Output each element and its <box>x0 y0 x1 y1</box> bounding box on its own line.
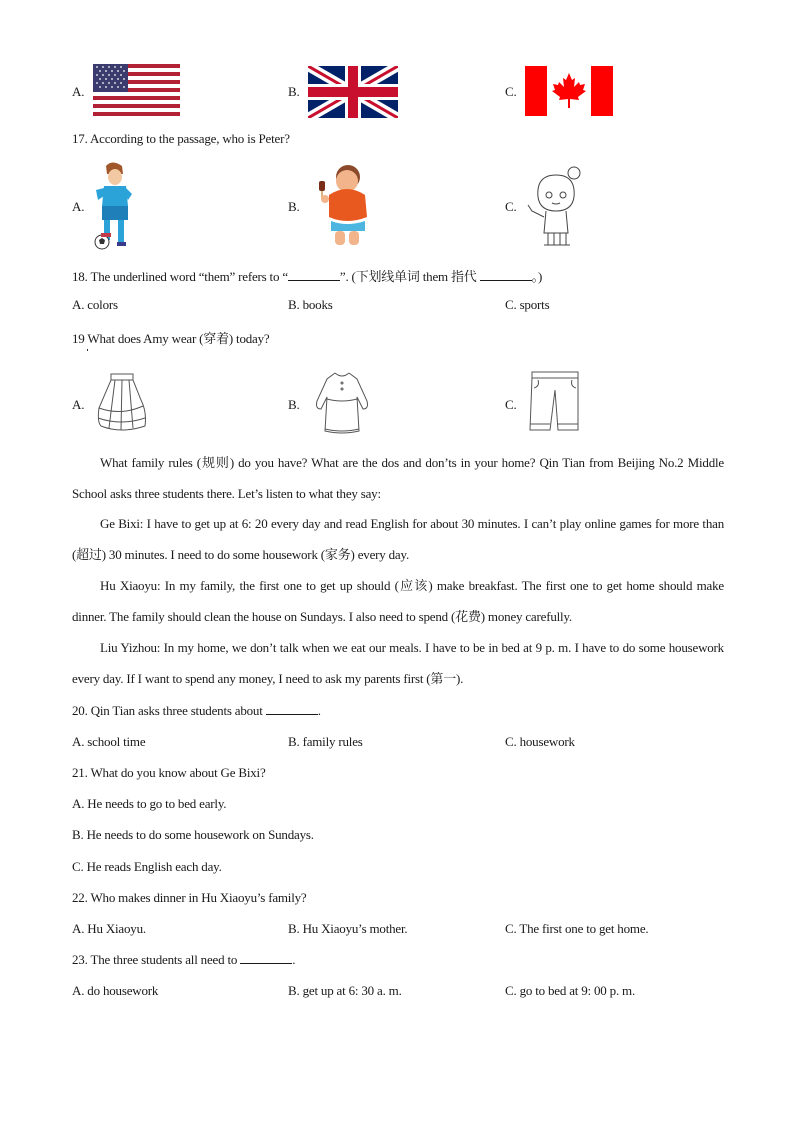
q22-option-b[interactable]: B. Hu Xiaoyu’s mother. <box>288 921 408 936</box>
answer-blank <box>288 270 340 281</box>
option-letter: A. <box>72 199 85 214</box>
question-18-text-start: 18. The underlined word “them” refers to “ <box>72 269 288 284</box>
canada-flag-icon <box>525 66 613 116</box>
skirt-icon <box>95 372 147 434</box>
question-18 <box>72 266 542 285</box>
q23-option-a[interactable]: A. do housework <box>72 983 159 998</box>
q23-option-b[interactable]: B. get up at 6: 30 a. m. <box>288 983 402 998</box>
option-letter: C. <box>505 84 517 99</box>
question-19: 19 What does Amy wear (穿着) today? <box>72 331 270 346</box>
q20-option-b[interactable]: B. family rules <box>288 734 363 749</box>
stray-mark <box>87 349 88 351</box>
question-23-end: . <box>292 952 296 967</box>
option-letter: B. <box>288 84 300 99</box>
q21-option-c[interactable]: C. He reads English each day. <box>72 859 222 874</box>
q22-option-c[interactable]: C. The first one to get home. <box>505 921 649 936</box>
question-20-end: . <box>317 703 321 718</box>
q23-option-c[interactable]: C. go to bed at 9: 00 p. m. <box>505 983 636 998</box>
question-18-text-mid: ”. (下划线单词 them 指代 <box>339 269 480 284</box>
q18-option-b[interactable]: B. books <box>288 297 333 312</box>
question-18-text-end: 。) <box>531 269 543 284</box>
passage-hu-xiaoyu: Hu Xiaoyu: In my family, the first one to get up should (应该) make breakfast. The first one to get home should make dinner. The family should clean the house on Sundays. I also need to spend (花费) money carefully. <box>72 578 724 624</box>
girl-sketch-icon <box>522 165 588 249</box>
question-20-text: 20. Qin Tian asks three students about <box>72 703 266 718</box>
answer-blank <box>266 704 318 715</box>
option-letter: C. <box>505 397 517 412</box>
question-20 <box>72 703 321 719</box>
q18-option-a[interactable]: A. colors <box>72 297 118 312</box>
passage-intro: What family rules (规则) do you have? What are the dos and don’ts in your home? Qin Tian from Beijing No.2 Middle School asks three students there. Let’s listen to what they say: <box>72 455 724 501</box>
trousers-icon <box>528 370 584 438</box>
uk-flag-icon <box>308 66 398 118</box>
q18-option-c[interactable]: C. sports <box>505 297 550 312</box>
question-23-text: 23. The three students all need to <box>72 952 241 967</box>
answer-blank <box>480 270 532 281</box>
q20-option-c[interactable]: C. housework <box>505 734 575 749</box>
question-23 <box>72 952 295 968</box>
option-letter: B. <box>288 397 300 412</box>
option-letter: A. <box>72 84 85 99</box>
passage-liu-yizhou: Liu Yizhou: In my home, we don’t talk when we eat our meals. I have to be in bed at 9 p. m. I have to do some housework every day. If I want to spend any money, I need to ask my parents first (第一). <box>72 640 724 686</box>
q20-option-a[interactable]: A. school time <box>72 734 146 749</box>
passage-ge-bixi: Ge Bixi: I have to get up at 6: 20 every day and read English for about 30 minutes. I can’t play online games for more than (超过) 30 minutes. I need to do some housework (家务) every day. <box>72 516 724 562</box>
soccer-boy-icon <box>90 160 138 250</box>
option-letter: A. <box>72 397 85 412</box>
q21-option-b[interactable]: B. He needs to do some housework on Sundays. <box>72 827 314 842</box>
question-22: 22. Who makes dinner in Hu Xiaoyu’s family? <box>72 890 307 905</box>
option-letter: C. <box>505 199 517 214</box>
usa-flag-icon <box>93 64 180 117</box>
dress-icon <box>311 369 373 436</box>
option-letter: B. <box>288 199 300 214</box>
question-17: 17. According to the passage, who is Peter? <box>72 131 290 146</box>
answer-blank <box>240 953 292 964</box>
boy-with-ice-cream-icon <box>315 163 373 249</box>
q22-option-a[interactable]: A. Hu Xiaoyu. <box>72 921 146 936</box>
q21-option-a[interactable]: A. He needs to go to bed early. <box>72 796 227 811</box>
question-21: 21. What do you know about Ge Bixi? <box>72 765 266 780</box>
